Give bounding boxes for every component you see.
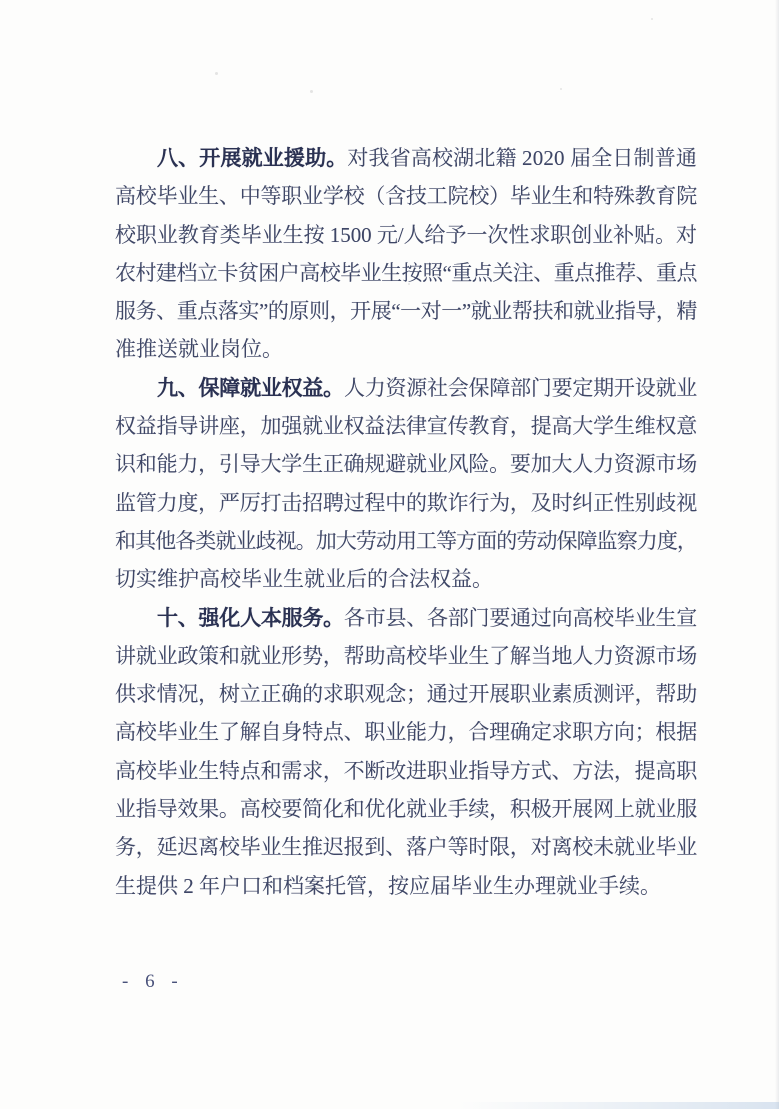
paragraph-text: 准推送就业岗位。: [115, 337, 283, 362]
paragraph-text: 校职业教育类毕业生按 1500 元/人给予一次性求职创业补贴。对: [115, 222, 697, 247]
text-line: [115, 330, 697, 368]
paragraph-text: 和其他各类就业歧视。加大劳动用工等方面的劳动保障监察力度，: [115, 528, 697, 553]
text-line: [115, 713, 697, 751]
text-line: [115, 254, 697, 292]
text-line: [115, 790, 697, 828]
paragraph-text: 高校毕业生特点和需求，不断改进职业指导方式、方法，提高职: [115, 758, 697, 783]
text-line: [115, 484, 697, 522]
paragraph-text: 高校毕业生、中等职业学校（含技工院校）毕业生和特殊教育院: [115, 184, 697, 209]
paragraph-text: 服务、重点落实”的原则，开展“一对一”就业帮扶和就业指导，精: [115, 299, 697, 324]
paragraph-text: 生提供 2 年户口和档案托管，按应届毕业生办理就业手续。: [115, 873, 661, 898]
paragraph-text: 务，延迟离校毕业生推迟报到、落户等时限，对离校未就业毕业: [115, 835, 697, 860]
scan-speck: [651, 18, 653, 20]
paragraph-text: 各市县、各部门要通过向高校毕业生宣: [343, 605, 698, 630]
paragraph-text: 权益指导讲座，加强就业权益法律宣传教育，提高大学生维权意: [115, 414, 697, 439]
text-line: [115, 139, 697, 177]
text-line: [115, 407, 697, 445]
paragraph-text: 业指导效果。高校要简化和优化就业手续，积极开展网上就业服: [115, 797, 697, 822]
text-line: [115, 637, 697, 675]
text-line: [115, 867, 697, 905]
text-line: [115, 675, 697, 713]
text-line: [115, 522, 697, 560]
text-line: [115, 599, 697, 637]
paragraph-text: 供求情况，树立正确的求职观念；通过开展职业素质测评，帮助: [115, 682, 697, 707]
scan-edge-shadow: [775, 0, 779, 1109]
text-line: [115, 828, 697, 866]
paragraph-text: 人力资源社会保障部门要定期开设就业: [343, 375, 698, 400]
text-line: [115, 752, 697, 790]
paragraph-text: 农村建档立卡贫困户高校毕业生按照“重点关注、重点推荐、重点: [115, 260, 697, 285]
scan-corner-tint: [459, 1102, 779, 1109]
text-line: [115, 216, 697, 254]
page-number: - 6 -: [122, 971, 184, 992]
paragraph-text: 对我省高校湖北籍 2020 届全日制普通: [347, 146, 698, 170]
scan-speck: [560, 88, 562, 90]
document-body: [115, 139, 697, 905]
text-line: [115, 560, 697, 598]
scan-speck: [215, 72, 218, 75]
paragraph-text: 切实维护高校毕业生就业后的合法权益。: [115, 567, 493, 592]
paragraph-text: 高校毕业生了解自身特点、职业能力，合理确定求职方向；根据: [115, 720, 697, 745]
paragraph-heading: 九、保障就业权益。: [157, 375, 344, 400]
paragraph-text: 监管力度，严厉打击招聘过程中的欺诈行为，及时纠正性别歧视: [115, 490, 697, 515]
text-line: [115, 177, 697, 215]
paragraph-heading: 八、开展就业援助。: [157, 146, 348, 170]
paragraph-heading: 十、强化人本服务。: [157, 605, 344, 630]
text-line: [115, 369, 697, 407]
text-line: [115, 292, 697, 330]
paragraph-text: 讲就业政策和就业形势，帮助高校毕业生了解当地人力资源市场: [115, 643, 697, 668]
paragraph-text: 识和能力，引导大学生正确规避就业风险。要加大人力资源市场: [115, 452, 697, 477]
scan-speck: [310, 90, 313, 93]
text-line: [115, 445, 697, 483]
